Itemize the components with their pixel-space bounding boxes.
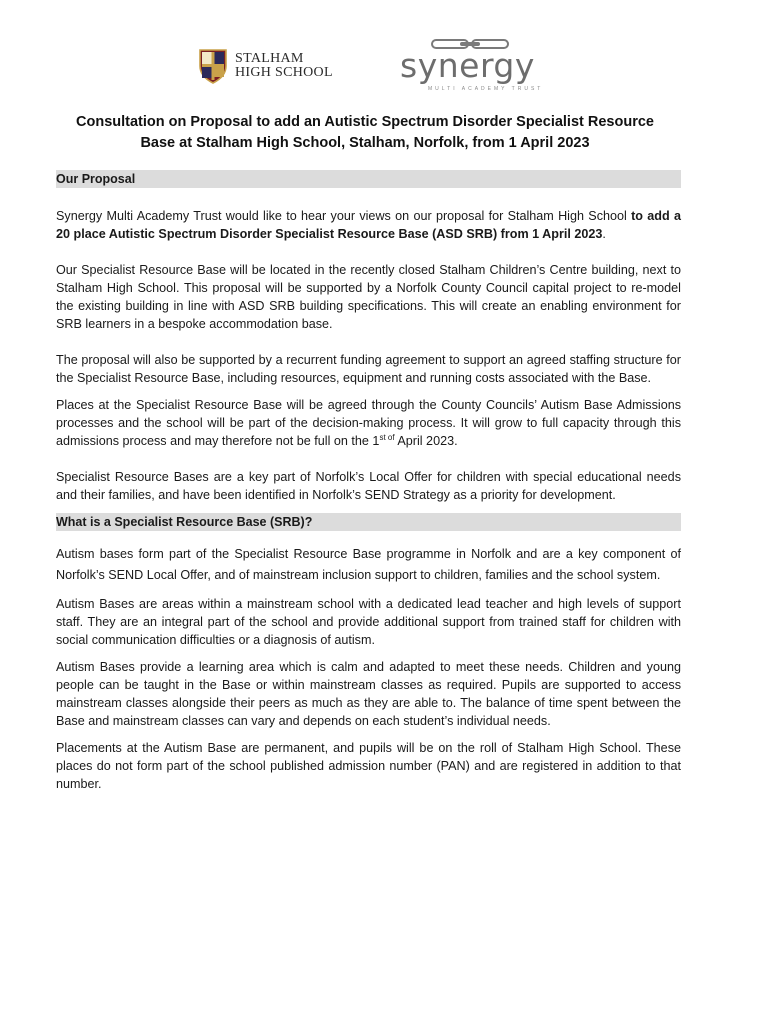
proposal-paragraph-2: Our Specialist Resource Base will be located in the recently closed Stalham Children’s Centre building, next to Stalham High School. This proposal will be supported by a Norfolk County Council capital project to re-model the existing building in line with ASD SRB building specifications. This will create an enabling environment for SRB learners in a bespoke accommodation base. (56, 263, 681, 331)
proposal-end-text: . (602, 227, 606, 241)
section-heading-what-is-srb: What is a Specialist Resource Base (SRB)? (56, 513, 681, 531)
srb-paragraph-1: Autism bases form part of the Specialist Resource Base programme in Norfolk and are a key component of Norfolk’s SEND Local Offer, and of mainstream inclusion support to children, families and the school system. (56, 547, 681, 582)
srb-paragraph-3: Autism Bases provide a learning area which is calm and adapted to meet these needs. Children and young people can be taught in the Base or within mainstream classes as required. Pupils are supported to access mainstream classes alongside their peers as much as they are able to. The balance of time spent between the Base and mainstream classes can vary and depends on each student’s individual needs. (56, 660, 681, 728)
stalham-logo (198, 48, 348, 88)
proposal-paragraph-1 (56, 207, 681, 243)
document-body (56, 170, 681, 793)
p4-main-text: Places at the Specialist Resource Base will be agreed through the County Councils’ Autism Base Admissions processes and the school will be part of the decision-making process. It will grow to full capacity through this admissions process and may therefore not be full on the 1 (56, 398, 681, 448)
stalham-logo-text (235, 52, 333, 80)
srb-paragraph-2: Autism Bases are areas within a mainstream school with a dedicated lead teacher and high levels of support staff. They are an integral part of the school and provide additional support from trained staff for children with social communication difficulties or a diagnosis of autism. (56, 597, 681, 647)
stalham-logo-line1: STALHAM (235, 51, 304, 66)
synergy-logo-word: synergy (400, 46, 535, 85)
stalham-logo-line2: HIGH SCHOOL (235, 65, 333, 80)
synergy-logo (400, 38, 544, 98)
header-logos (0, 36, 770, 100)
proposal-intro-text: Synergy Multi Academy Trust would like to hear your views on our proposal for Stalham High School (56, 209, 627, 223)
title-line-1: Consultation on Proposal to add an Autistic Spectrum Disorder Specialist Resource (76, 114, 654, 130)
p4-end-text: April 2023. (394, 434, 458, 448)
proposal-paragraph-5: Specialist Resource Bases are a key part of Norfolk’s Local Offer for children with special educational needs and their families, and have been identified in Norfolk’s SEND Strategy as a priority for development. (56, 470, 681, 502)
p4-superscript: st of (379, 432, 395, 442)
title-line-2: Base at Stalham High School, Stalham, Norfolk, from 1 April 2023 (140, 135, 590, 151)
school-crest-icon (198, 48, 228, 84)
synergy-logo-tagline: MULTI ACADEMY TRUST (428, 86, 544, 92)
section-heading-our-proposal: Our Proposal (56, 170, 681, 188)
proposal-bold-text: to add a 20 place Autistic Spectrum Disorder Specialist Resource Base (ASD SRB) from 1 April 2023 (56, 209, 682, 241)
proposal-paragraph-4 (56, 396, 681, 450)
srb-paragraph-4: Placements at the Autism Base are permanent, and pupils will be on the roll of Stalham High School. These places do not form part of the school published admission number (PAN) and are registered in addition to that number. (56, 741, 681, 791)
document-title (40, 112, 690, 154)
proposal-paragraph-3: The proposal will also be supported by a recurrent funding agreement to support an agreed staffing structure for the Specialist Resource Base, including resources, equipment and running costs associated with the Base. (56, 353, 681, 385)
